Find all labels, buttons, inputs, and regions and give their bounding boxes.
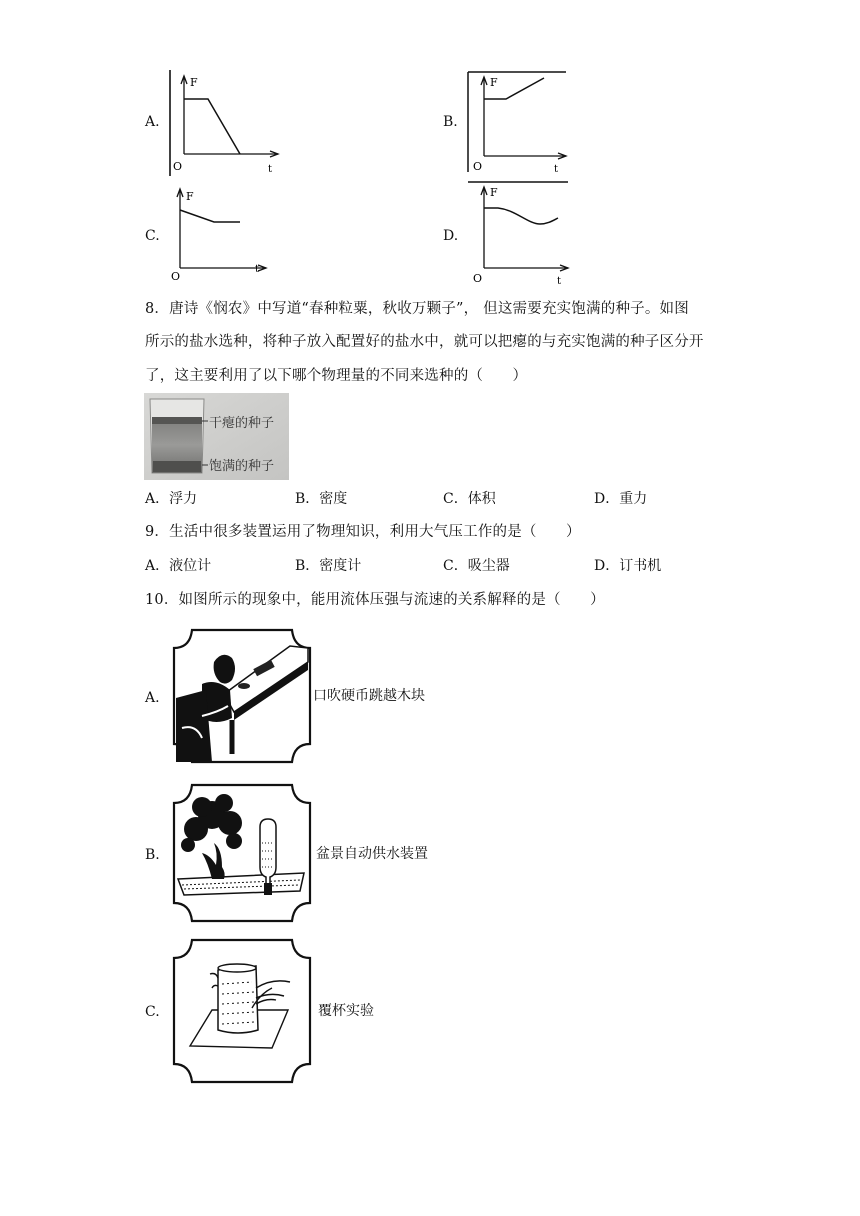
inverted-cup-experiment-illustration-icon [172, 938, 312, 1084]
graph-drop-to-zero-icon [168, 66, 288, 176]
q8-stem-line-1: 8．唐诗《悯农》中写道“春种粒粟，秋收万颗子”， 但这需要充实饱满的种子。如图 [145, 301, 689, 317]
axis-t-label: t [268, 164, 273, 175]
q8-option-c[interactable]: C．体积 [443, 491, 496, 507]
axis-f-label: F [490, 76, 498, 89]
q8-option-b[interactable]: B．密度 [295, 491, 348, 507]
q10-stem: 10．如图所示的现象中，能用流体压强与流速的关系解释的是（ ） [145, 592, 605, 608]
origin-label: O [473, 160, 483, 173]
axis-f-label: F [490, 186, 498, 199]
q9-option-c[interactable]: C．吸尘器 [443, 558, 510, 574]
q9-option-d[interactable]: D．订书机 [594, 558, 662, 574]
option-a-label: A. [145, 114, 160, 130]
q10-option-c-label[interactable]: C. [145, 1004, 160, 1020]
graph-drop-then-flat-icon [168, 182, 278, 286]
axis-f-label: F [186, 190, 194, 203]
axis-f-label: F [190, 76, 198, 89]
option-c-label: C. [145, 228, 160, 244]
origin-label: O [173, 160, 183, 173]
q10-option-c-caption: 覆杯实验 [318, 1003, 374, 1019]
q9-option-a[interactable]: A．液位计 [145, 558, 212, 574]
q8-stem-line-2: 所示的盐水选种，将种子放入配置好的盐水中，就可以把瘪的与充实饱满的种子区分开 [145, 334, 704, 350]
option-b-label: B. [443, 114, 458, 130]
origin-label: O [473, 272, 483, 285]
salt-water-seed-photo [144, 393, 289, 480]
q10-option-a-caption: 口吹硬币跳越木块 [313, 688, 425, 704]
q10-option-b-label[interactable]: B. [145, 847, 160, 863]
q8-option-a[interactable]: A．浮力 [145, 491, 198, 507]
coin-blowing-illustration-icon [172, 628, 312, 764]
q9-option-b[interactable]: B．密度计 [295, 558, 362, 574]
axis-t-label: t [255, 264, 260, 275]
empty-seeds-label: 干瘪的种子 [209, 416, 275, 431]
axis-t-label: t [557, 276, 562, 286]
q8-option-d[interactable]: D．重力 [594, 491, 648, 507]
graph-rising-icon [466, 66, 576, 176]
q8-stem-line-3: 了，这主要利用了以下哪个物理量的不同来选种的（ ） [145, 368, 528, 384]
bonsai-water-supply-illustration-icon [172, 783, 312, 923]
q10-option-a-label[interactable]: A. [145, 690, 160, 706]
axis-t-label: t [554, 164, 559, 175]
origin-label: O [171, 270, 181, 283]
graph-dip-then-rise-icon [468, 180, 578, 286]
q10-option-b-caption: 盆景自动供水装置 [316, 846, 428, 862]
option-d-label: D. [443, 228, 459, 244]
full-seeds-label: 饱满的种子 [209, 459, 275, 474]
q9-stem: 9．生活中很多装置运用了物理知识，利用大气压工作的是（ ） [145, 524, 581, 540]
